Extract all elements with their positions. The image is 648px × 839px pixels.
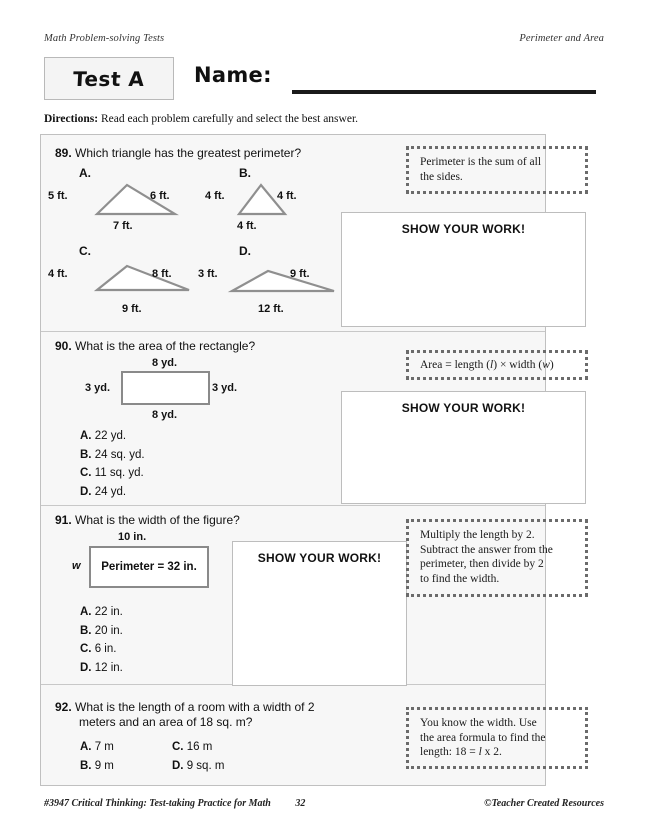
triangle-a-base-label: 7 ft. [113,220,133,232]
choice-c-letter: C. [172,741,184,753]
question-92-choice-b[interactable] [80,757,172,776]
rectangle-shape [121,371,210,405]
choice-c-letter: C. [80,643,92,655]
question-90 [55,339,385,354]
rect-bottom-label: 8 yd. [152,409,178,421]
name-write-line[interactable] [292,90,596,94]
rect-right-label: 3 yd. [212,382,238,394]
question-89-number: 89. [55,146,72,160]
question-92-hint-line-1: You know the width. Use [420,717,537,729]
perimeter-text: Perimeter = 32 in. [101,561,197,573]
choice-d-letter: D. [80,661,92,674]
question-91-text: What is the width of the figure? [75,513,240,527]
question-91-choice-a[interactable] [80,603,123,622]
triangle-a-left-label: 5 ft. [48,190,68,202]
option-a-letter: A. [79,166,91,180]
question-92-text-line-2: meters and an area of 18 sq. m? [79,715,253,729]
question-92-text-line-1: What is the length of a room with a width of 2 [75,700,315,714]
hint-var-l: l [490,358,494,371]
question-92-hint-line-3 [420,745,575,760]
question-91-choice-b[interactable] [80,622,123,641]
question-89-work-label: SHOW YOUR WORK! [401,222,526,236]
question-91-hint-line-3: perimeter, then divide by 2 [420,558,544,570]
directions-label: Directions: [44,113,99,125]
question-89-hint-line-2: the sides. [420,170,463,183]
triangle-b-right-label: 4 ft. [277,190,297,202]
choice-c-letter: C. [80,467,92,479]
question-89 [55,146,385,161]
choice-b-letter: B. [80,448,92,461]
figure-top-label: 10 in. [118,531,147,543]
hint-var-w: w [542,358,550,371]
triangle-d-base-label: 12 ft. [258,303,284,315]
choice-b-letter: B. [80,624,92,637]
name-label: Name: [194,63,272,87]
choice-c-value: 16 m [186,741,213,753]
triangle-b-left-label: 4 ft. [205,190,225,202]
question-92-prompt [55,700,385,715]
triangle-c [93,262,193,294]
triangle-d-left-label: 3 ft. [198,268,218,280]
question-90-choice-b[interactable] [80,446,145,465]
option-d-letter: D. [239,244,251,258]
hint-suffix: ) [549,358,554,371]
question-91-choice-d[interactable] [80,659,123,678]
question-90-choice-d[interactable] [80,483,145,502]
question-90-choice-c[interactable] [80,464,145,483]
question-92-hint [406,707,588,769]
rect-left-label: 3 yd. [85,382,111,394]
test-label-box [44,57,174,100]
question-92-choice-d[interactable] [172,757,224,776]
question-91 [55,513,385,528]
hint-line-3-var-l: l [478,746,482,758]
triangle-c-right-label: 8 ft. [152,268,172,280]
section-divider-1 [41,331,545,332]
question-91-hint-line-2: Subtract the answer from the [420,543,553,556]
triangle-d [228,267,338,295]
choice-a-value: 22 yd. [94,430,127,442]
question-92-number: 92. [55,700,72,714]
question-92-text-line-2-row [55,715,385,730]
question-90-hint [406,350,588,380]
section-divider-2 [41,505,545,506]
choice-d-value: 12 in. [94,661,123,674]
choice-d-value: 24 yd. [94,485,127,498]
question-91-hint-line-4: to find the width. [420,572,500,585]
triangle-a-right-label: 6 ft. [150,190,170,202]
question-89-text: Which triangle has the greatest perimeter? [75,146,302,160]
choice-c-value: 11 sq. yd. [94,467,144,479]
question-90-text: What is the area of the rectangle? [75,339,256,353]
choice-a-value: 7 m [94,741,114,753]
question-90-work-box[interactable] [341,391,586,504]
question-90-prompt [55,339,385,354]
question-92-hint-line-2: the area formula to find the [420,731,546,744]
question-92-choice-c[interactable] [172,738,212,757]
question-89-work-box[interactable] [341,212,586,327]
choice-b-value: 9 m [94,759,114,772]
choice-a-letter: A. [80,606,92,618]
question-91-choices [80,603,123,677]
question-91-choice-c[interactable] [80,640,123,659]
directions [44,113,358,125]
choice-d-letter: D. [172,759,184,772]
question-91-prompt [55,513,385,528]
question-92-choice-a[interactable] [80,738,172,757]
question-91-number: 91. [55,513,72,527]
choice-d-letter: D. [80,485,92,498]
hint-line-3-suffix: x 2. [481,746,502,758]
question-92 [55,700,385,730]
question-91-work-label: SHOW YOUR WORK! [257,551,382,565]
choice-d-value: 9 sq. m [186,759,225,772]
choice-b-value: 20 in. [94,624,123,637]
question-90-choice-a[interactable] [80,427,145,446]
triangle-b-base-label: 4 ft. [237,220,257,232]
option-b-letter: B. [239,166,251,180]
footer-title: #3947 Critical Thinking: Test-taking Practice for Math [44,798,271,809]
choice-a-letter: A. [80,430,92,442]
question-91-work-box[interactable] [232,541,407,686]
triangle-c-base-label: 9 ft. [122,303,142,315]
hint-prefix: Area = length ( [420,358,491,371]
question-90-hint-text [420,358,554,373]
question-90-work-label: SHOW YOUR WORK! [401,401,526,415]
question-90-choices [80,427,145,501]
choice-a-value: 22 in. [94,606,123,618]
hint-line-3-prefix: length: 18 = [420,746,479,758]
question-89-hint [406,146,588,194]
question-92-choice-row-2 [80,757,310,776]
test-label: Test A [72,66,146,91]
rect-top-label: 8 yd. [152,357,178,369]
question-91-hint-line-1: Multiply the length by 2. [420,529,535,541]
running-head-right: Perimeter and Area [519,33,604,44]
footer-page-number: 32 [295,798,306,809]
triangle-d-right-label: 9 ft. [290,268,310,280]
question-91-hint [406,519,588,597]
perimeter-rectangle [89,546,209,588]
triangle-c-left-label: 4 ft. [48,268,68,280]
question-89-hint-line-1: Perimeter is the sum of all [420,156,542,168]
question-89-prompt [55,146,385,161]
question-92-choices [80,738,310,775]
choice-c-value: 6 in. [94,643,117,655]
footer-right: ©Teacher Created Resources [484,798,604,809]
question-90-number: 90. [55,339,72,353]
choice-b-value: 24 sq. yd. [94,448,145,461]
running-head-left: Math Problem-solving Tests [44,33,165,44]
figure-width-label: w [72,560,81,572]
option-c-letter: C. [79,244,91,258]
title-row [44,57,604,101]
directions-text: Read each problem carefully and select the best answer. [100,113,359,125]
footer-left [44,798,305,809]
choice-b-letter: B. [80,759,92,772]
question-92-choice-row-1 [80,738,310,757]
choice-a-letter: A. [80,741,92,753]
hint-middle: ) × width ( [493,358,543,371]
